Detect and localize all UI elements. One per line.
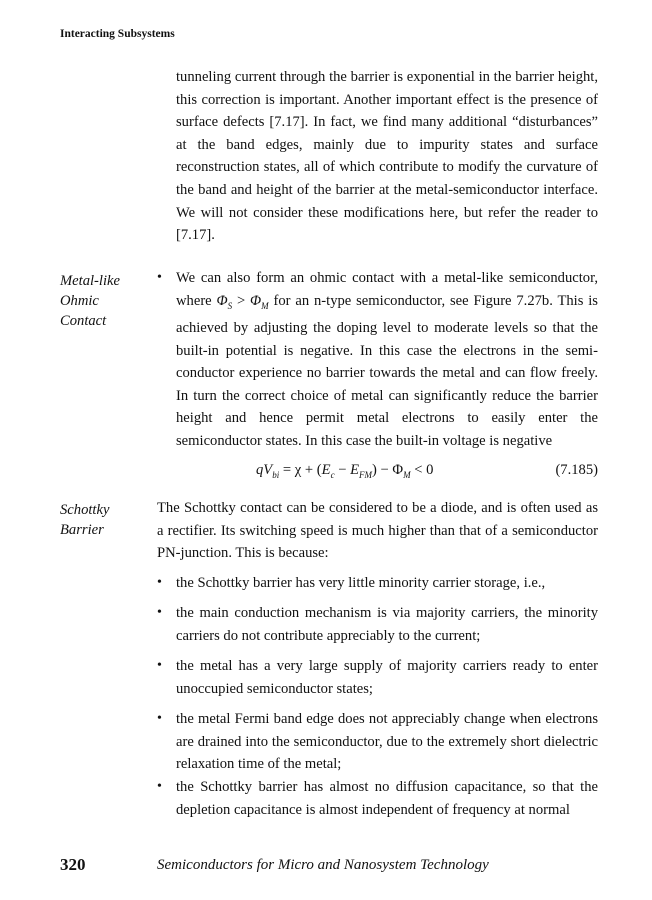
list-item: the Schottky barrier has almost no diffusion capacitance, so that the depletion capacitance is almost independent of frequency at normal	[176, 779, 598, 818]
list-item: the main conduction mechanism is via majority carriers, the minority carriers do not contribute appreciably to the current;	[176, 605, 598, 644]
eq-part: qV	[256, 462, 273, 478]
margin-note-schottky-barrier	[60, 500, 150, 540]
list-item: the metal has a very large supply of majority carriers ready to enter unoccupied semiconductor states;	[176, 658, 598, 697]
eq-part: E	[350, 462, 360, 478]
eq-part: < 0	[410, 462, 434, 478]
bullet-marker: •	[157, 658, 162, 673]
book-title-footer: Semiconductors for Micro and Nanosystem Technology	[157, 857, 489, 873]
eq-part: = χ + (	[279, 462, 322, 478]
text-run: for an n-type semiconductor, see Figure 7.27b. This is achieved by adjusting the doping level to moderate levels so that the built-in potential is negative. In this case the electrons in the semiconductor experience no barrier towards the metal and can flow freely. In turn the correct choice of metal can significantly reduce the barrier height and hence permit metal electrons to easily enter the semiconductor states. In this case the built-in voltage is negative	[176, 292, 598, 450]
bullet-marker: •	[157, 575, 162, 590]
paragraph-top: tunneling current through the barrier is exponential in the barrier height, this correction is important. Another important effect is the presence of surface defects [7.17]. In fact, we find many additional “disturbances” at the band edges, mainly due to impurity states and surface reconstruction states, all of which contribute to modify the curvature of the band and height of the barrier at the metal-semiconductor interface. We will not consider these modifications here, but refer the reader to [7.17].	[176, 69, 598, 244]
equation-expression	[256, 462, 433, 480]
paragraph-metal-like-contact	[176, 267, 598, 453]
subscript: S	[227, 300, 233, 311]
list-item: the Schottky barrier has very little minority carrier storage, i.e.,	[176, 575, 546, 591]
eq-part: ) −	[372, 462, 393, 478]
text-run: >	[232, 292, 251, 309]
phi-symbol: Φ	[216, 292, 228, 309]
bullet-marker: •	[157, 270, 162, 285]
margin-note-line: Contact	[60, 313, 107, 329]
paragraph-schottky: The Schottky contact can be considered to be a diode, and is often used as a rectifier. Its switching speed is much higher than that of a semiconductor PN-junction. This is because:	[157, 500, 598, 562]
eq-part: E	[321, 462, 331, 478]
equation-7-185	[176, 458, 598, 484]
eq-sub: FM	[359, 469, 373, 480]
margin-note-metal-like-ohmic-contact	[60, 271, 150, 331]
eq-sub: M	[403, 469, 411, 480]
bullet-marker: •	[157, 605, 162, 620]
eq-part: −	[334, 462, 351, 478]
margin-note-line: Schottky	[60, 502, 110, 518]
margin-note-line: Metal-like	[60, 273, 120, 289]
page-number: 320	[60, 855, 86, 874]
text-run: We can also form an ohmic contact with a metal-like semiconductor, where	[176, 270, 598, 309]
running-header: Interacting Subsystems	[60, 28, 175, 40]
subscript: M	[261, 300, 269, 311]
bullet-marker: •	[157, 779, 162, 794]
bullet-marker: •	[157, 711, 162, 726]
list-item: the metal Fermi band edge does not appreciably change when electrons are drained into the semiconductor, due to the extremely short dielectric relaxation time of the metal;	[176, 711, 598, 773]
eq-sub: bi	[272, 469, 280, 480]
eq-sub: c	[330, 469, 335, 480]
phi-symbol: Φ	[250, 292, 262, 309]
margin-note-line: Ohmic	[60, 293, 99, 309]
eq-part: Φ	[392, 462, 404, 478]
equation-number: (7.185)	[555, 462, 598, 478]
margin-note-line: Barrier	[60, 522, 104, 538]
